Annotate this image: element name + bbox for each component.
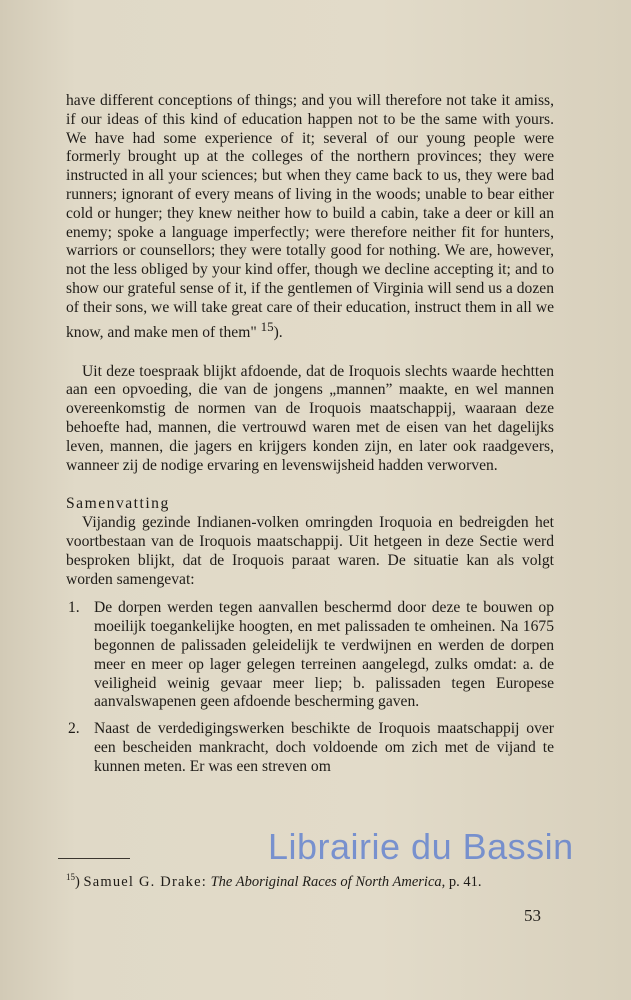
- footnote-author: Samuel G. Drake:: [83, 873, 207, 890]
- footnote-bracket: ): [75, 873, 80, 890]
- footnote: [66, 872, 556, 891]
- footnote-reference: 15: [260, 318, 274, 334]
- section-heading: Samenvatting: [66, 495, 170, 513]
- page-number: 53: [524, 906, 541, 925]
- list-item-text: De dorpen werden tegen aanvallen beschermd door deze te bouwen op moeilijk toegankelijke hoogten, en met palissaden te omheinen. Na 1675 begonnen de palissaden geleidelijk te verdwijnen en werden de dorpen meer en meer op lager gelegen terreinen aangelegd, zulks omdat: a. de veiligheid weinig gevaar meer liep; b. palissaden tegen Europese aanvalswapenen geen afdoende bescherming gaven.: [94, 599, 554, 711]
- analysis-paragraph: Uit deze toespraak blijkt afdoende, dat de Iroquois slechts waarde hechtten aan een opvoeding, die van de jongens „mannen” maakte, en wel mannen overeenkomstig de normen van de Iroquois maatschappij, waaraan deze behoefte had, mannen, die vertrouwd waren met de eisen van het dagelijks leven, mannen, die jagers en krijgers konden zijn, en later ook raadgevers, wanneer zij de nodige ervaring en levenswijsheid hadden verworven.: [66, 362, 554, 474]
- quote-paragraph: [66, 92, 554, 343]
- quote-tail: ).: [273, 323, 283, 341]
- list-item: [66, 720, 554, 776]
- watermark: Librairie du Bassin: [268, 826, 574, 867]
- list-item-text: Naast de verdedigingswerken beschikte de Iroquois maatschappij over een bescheiden mankracht, doch voldoende om zich met de vijand te kunnen meten. Er was een streven om: [94, 720, 554, 775]
- footnote-title: The Aboriginal Races of North America: [210, 873, 442, 890]
- page-body: [66, 92, 554, 784]
- footnote-page: , p. 41.: [441, 873, 482, 890]
- footnote-marker: 15: [66, 872, 75, 882]
- list-item: [66, 599, 554, 712]
- list-item-number: 1.: [68, 599, 80, 617]
- summary-intro-paragraph: Vijandig gezinde Indianen-volken omringden Iroquoia en bedreigden het voortbestaan van de Iroquois maatschappij. Uit hetgeen in deze Sectie werd besproken blijkt, dat de Iroquois paraat waren. De situatie kan als volgt worden samengevat:: [66, 514, 554, 588]
- footnote-divider: [58, 858, 130, 859]
- summary-list: [66, 599, 554, 776]
- quote-text: have different conceptions of things; and you will therefore not take it amiss, if our ideas of this kind of education happen not to be the same with yours. We have had some experience of it; several of our young people were formerly brought up at the colleges of the northern provinces; they were instructed in all your sciences; but when they came back to us, they were bad runners; ignorant of every means of living in the woods; unable to bear either cold or hunger; they knew neither how to build a cabin, take a deer or kill an enemy; spoke a language imperfectly; were therefore neither fit for hunters, warriors or counsellors; they were totally good for nothing. We are, however, not the less obliged by your kind offer, though we decline accepting it; and to show our grateful sense of it, if the gentlemen of Virginia will send us a dozen of their sons, we will take great care of their education, instruct them in all we know, and make men of them": [66, 92, 554, 341]
- list-item-number: 2.: [68, 720, 80, 738]
